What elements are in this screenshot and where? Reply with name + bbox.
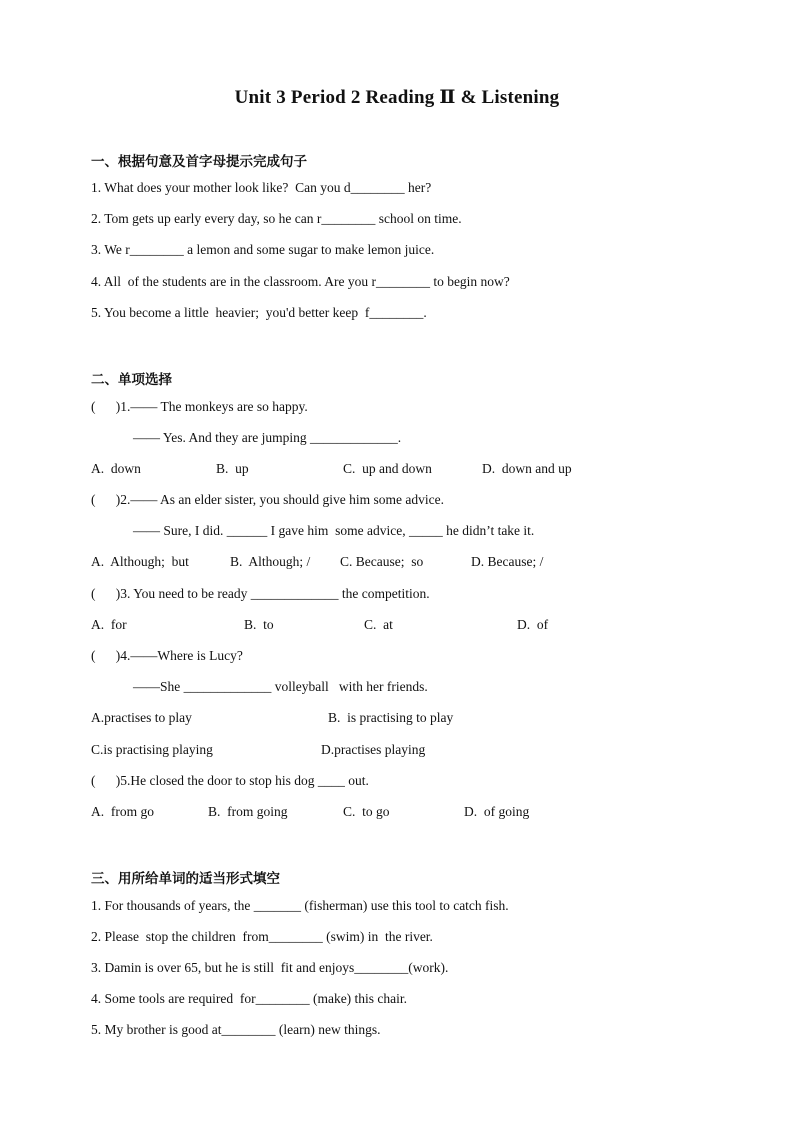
question-5-stem: ( )5.He closed the door to stop his dog ____ out.	[91, 773, 369, 788]
question-2-option-a: A. Although; but	[91, 554, 189, 569]
question-4-option-c: C.is practising playing	[91, 742, 213, 757]
section-1-item: 2. Tom gets up early every day, so he can r________ school on time.	[91, 211, 462, 226]
section-1-item: 5. You become a little heavier; you'd better keep f________.	[91, 305, 427, 320]
question-1-option-b: B. up	[216, 461, 249, 476]
question-3-option-c: C. at	[364, 617, 393, 632]
question-3-option-a: A. for	[91, 617, 127, 632]
section-1-item: 4. All of the students are in the classroom. Are you r________ to begin now?	[91, 274, 510, 289]
question-1-reply: —— Yes. And they are jumping _____________.	[133, 430, 402, 445]
question-4-reply: ——She _____________ volleyball with her friends.	[133, 679, 428, 694]
section-3-heading: 三、用所给单词的适当形式填空	[91, 871, 280, 887]
question-2-option-c: C. Because; so	[340, 554, 424, 569]
question-1-option-d: D. down and up	[482, 461, 572, 476]
question-4-option-b: B. is practising to play	[328, 710, 454, 725]
question-2-reply: —— Sure, I did. ______ I gave him some advice, _____ he didn’t take it.	[133, 523, 535, 538]
section-1-heading: 一、根据句意及首字母提示完成句子	[91, 154, 307, 170]
section-3-item: 1. For thousands of years, the _______ (fisherman) use this tool to catch fish.	[91, 898, 509, 913]
section-3-item: 4. Some tools are required for________ (make) this chair.	[91, 991, 408, 1006]
question-5-option-a: A. from go	[91, 804, 154, 819]
question-4-option-a: A.practises to play	[91, 710, 192, 725]
section-1-item: 3. We r________ a lemon and some sugar to make lemon juice.	[91, 242, 435, 257]
question-5-option-c: C. to go	[343, 804, 390, 819]
question-3-option-d: D. of	[517, 617, 549, 632]
section-3-item: 5. My brother is good at________ (learn) new things.	[91, 1022, 381, 1037]
question-1-option-a: A. down	[91, 461, 141, 476]
question-1-option-c: C. up and down	[343, 461, 432, 476]
section-2-heading: 二、单项选择	[91, 372, 172, 388]
question-3-option-b: B. to	[244, 617, 274, 632]
section-3-item: 3. Damin is over 65, but he is still fit and enjoys________(work).	[91, 960, 449, 975]
question-2-stem: ( )2.—— As an elder sister, you should give him some advice.	[91, 492, 445, 507]
question-5-option-d: D. of going	[464, 804, 530, 819]
question-2-option-d: D. Because; /	[471, 554, 544, 569]
question-1-stem: ( )1.—— The monkeys are so happy.	[91, 399, 308, 414]
question-2-option-b: B. Although; /	[230, 554, 311, 569]
section-3-item: 2. Please stop the children from________ (swim) in the river.	[91, 929, 433, 944]
question-3-stem: ( )3. You need to be ready _____________ the competition.	[91, 586, 430, 601]
question-4-option-d: D.practises playing	[321, 742, 426, 757]
question-4-stem: ( )4.——Where is Lucy?	[91, 648, 243, 663]
page-title: Unit 3 Period 2 Reading Ⅱ & Listening	[234, 87, 560, 108]
question-5-option-b: B. from going	[208, 804, 288, 819]
section-1-item: 1. What does your mother look like? Can you d________ her?	[91, 180, 432, 195]
